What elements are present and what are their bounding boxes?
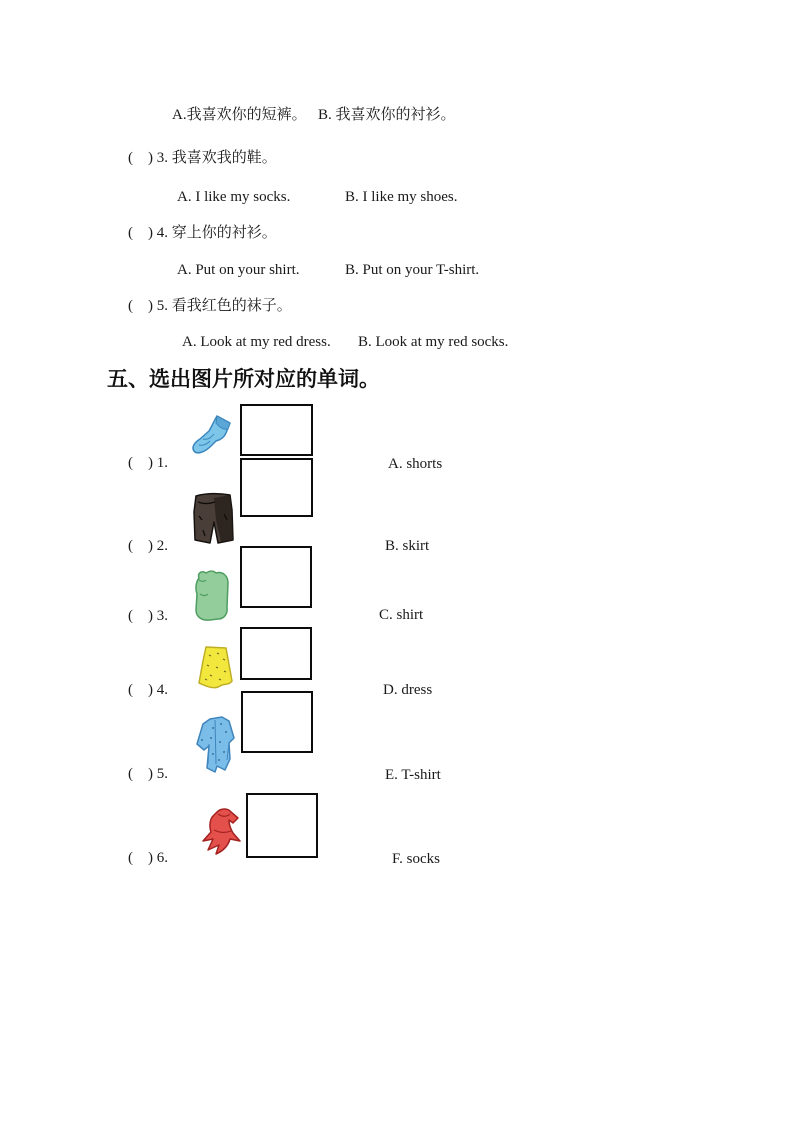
section5-heading: 五、选出图片所对应的单词。: [107, 368, 380, 391]
match-option-b-skirt: B. skirt: [385, 538, 430, 554]
answer-box-3[interactable]: [240, 546, 312, 608]
match-row-6-label: ( ) 6.: [128, 850, 168, 866]
dark-shorts-image: [191, 490, 235, 547]
answer-box-6[interactable]: [246, 793, 318, 858]
q4-option-a: A. Put on your shirt.: [177, 262, 300, 278]
match-option-c-shirt: C. shirt: [379, 607, 424, 623]
answer-box-2[interactable]: [240, 458, 313, 517]
q3-option-a: A. I like my socks.: [177, 189, 291, 205]
q3-option-b: B. I like my shoes.: [345, 189, 458, 205]
blue-sock-image: [191, 413, 233, 459]
match-row-1-label: ( ) 1.: [128, 455, 168, 471]
match-row-4-label: ( ) 4.: [128, 682, 168, 698]
answer-box-5[interactable]: [241, 691, 313, 753]
q2-option-b: B. 我喜欢你的衬衫。: [318, 107, 456, 123]
q4-option-b: B. Put on your T-shirt.: [345, 262, 480, 278]
match-option-f-socks: F. socks: [392, 851, 440, 867]
match-row-5-label: ( ) 5.: [128, 766, 168, 782]
match-row-2-label: ( ) 2.: [128, 538, 168, 554]
q4-prompt: ( ) 4. 穿上你的衬衫。: [128, 225, 277, 241]
red-dress-image: [198, 806, 244, 858]
q3-prompt: ( ) 3. 我喜欢我的鞋。: [128, 150, 277, 166]
q2-option-a: A.我喜欢你的短裤。: [172, 107, 307, 123]
match-option-e-tshirt: E. T-shirt: [385, 767, 441, 783]
yellow-skirt-image: [195, 643, 235, 690]
blue-jacket-image: [193, 714, 238, 778]
answer-box-1[interactable]: [240, 404, 313, 456]
match-option-d-dress: D. dress: [383, 682, 433, 698]
q5-option-b: B. Look at my red socks.: [358, 334, 509, 350]
green-shirt-image: [193, 568, 231, 622]
answer-box-4[interactable]: [240, 627, 312, 680]
q5-option-a: A. Look at my red dress.: [182, 334, 331, 350]
match-option-a-shorts: A. shorts: [388, 456, 443, 472]
match-row-3-label: ( ) 3.: [128, 608, 168, 624]
q5-prompt: ( ) 5. 看我红色的袜子。: [128, 298, 292, 314]
